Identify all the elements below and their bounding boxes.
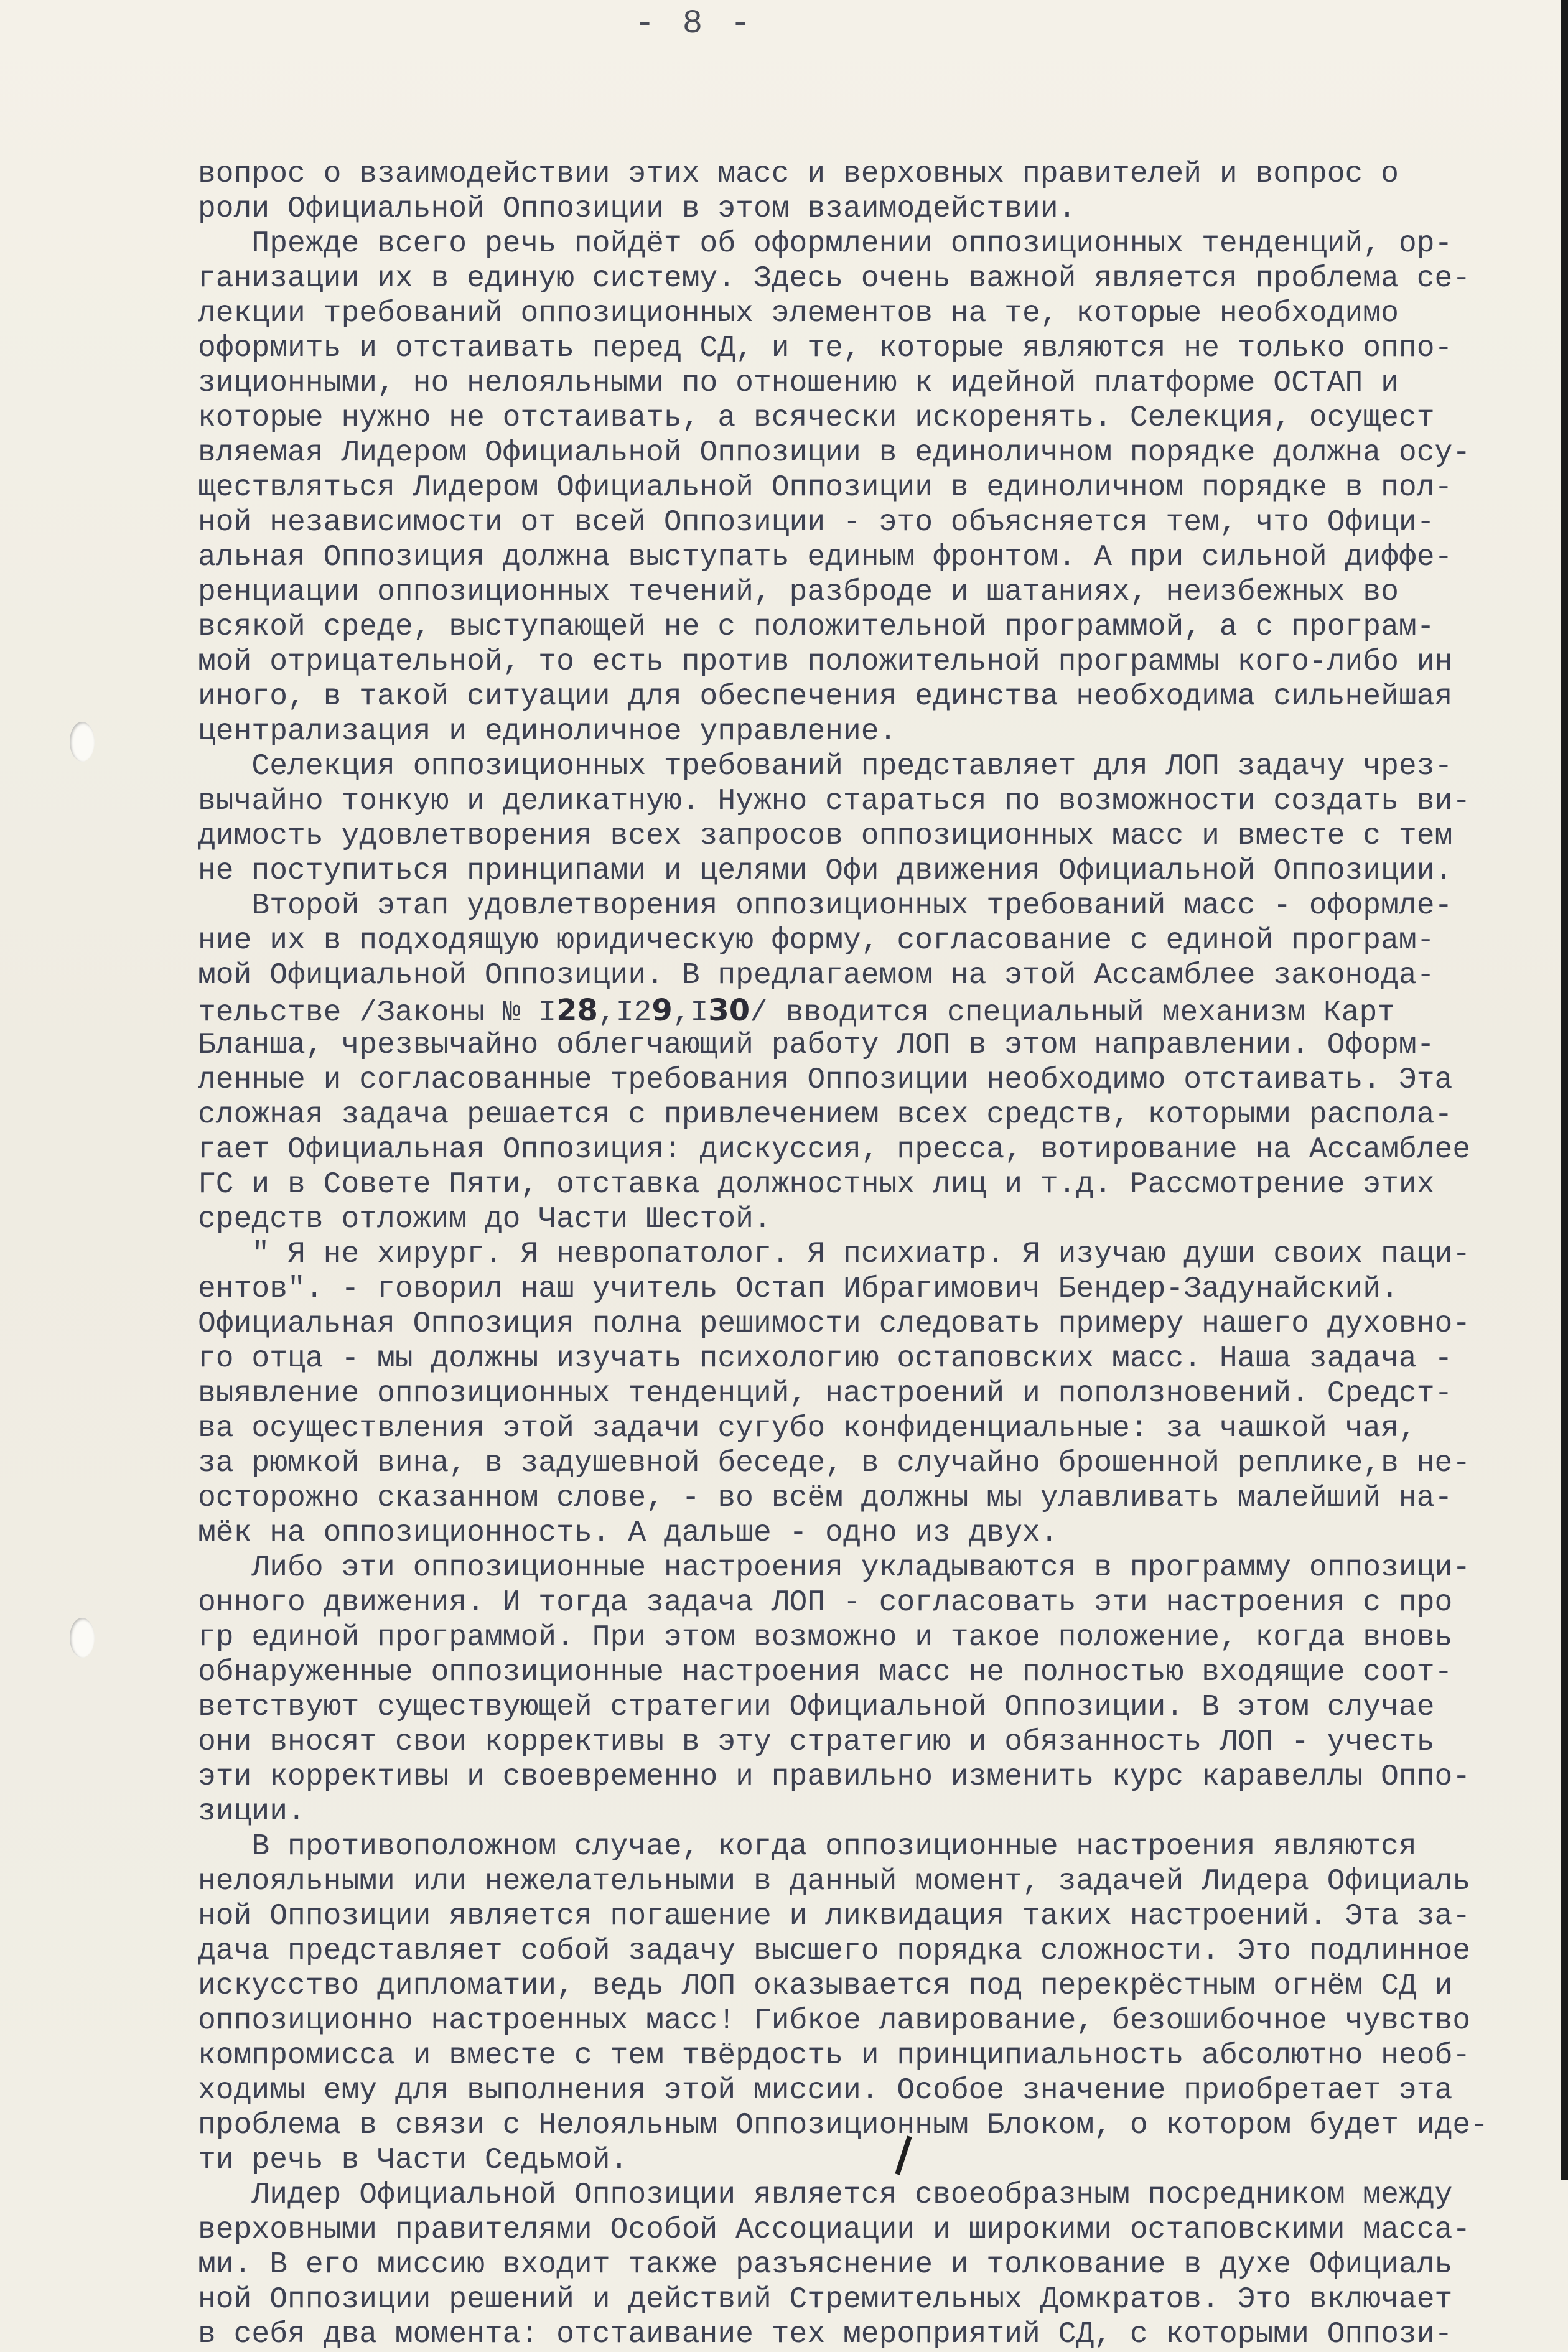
- law-separator: ,I: [672, 996, 709, 1030]
- text-line: ной Оппозиции является погашение и ликвидация таких настроений. Эта за-: [198, 1900, 1471, 1933]
- text-line: проблема в связи с Нелояльным Оппозиционным Блоком, о котором будет иде-: [198, 2109, 1488, 2142]
- text-line: Либо эти оппозиционные настроения укладываются в программу оппозици-: [198, 1551, 1471, 1585]
- handwritten-number: 28: [556, 993, 598, 1028]
- text-line: ной Оппозиции решений и действий Стремительных Домкратов. Это включает: [198, 2283, 1453, 2317]
- text-line: вычайно тонкую и деликатную. Нужно стараться по возможности создать ви-: [198, 785, 1471, 818]
- text-line: выявление оппозиционных тенденций, настроений и поползновений. Средст-: [198, 1377, 1453, 1411]
- text-line: Прежде всего речь пойдёт об оформлении оппозиционных тенденций, ор-: [198, 227, 1453, 261]
- law-separator: ,I2: [597, 996, 652, 1030]
- text-line: В противоположном случае, когда оппозиционные настроения являются: [198, 1830, 1417, 1864]
- text-line: оформить и отстаивать перед СД, и те, которые являются не только оппо-: [198, 332, 1453, 365]
- text-line: Селекция оппозиционных требований представляет для ЛОП задачу чрез-: [198, 750, 1453, 783]
- text-line: " Я не хирург. Я невропатолог. Я психиатр. Я изучаю души своих паци-: [198, 1238, 1471, 1271]
- text-line: димость удовлетворения всех запросов оппозиционных масс и вместе с тем: [198, 819, 1453, 853]
- text-line: ветствуют существующей стратегии Официальной Оппозиции. В этом случае: [198, 1691, 1435, 1724]
- text-line: ГС и в Совете Пяти, отставка должностных лиц и т.д. Рассмотрение этих: [198, 1168, 1435, 1202]
- text-line: роли Официальной Оппозиции в этом взаимодействии.: [198, 192, 1076, 226]
- text-line: в себя два момента: отстаивание тех мероприятий СД, с которыми Оппози-: [198, 2318, 1453, 2351]
- text-line: не поступиться принципами и целями Офи движения Официальной Оппозиции.: [198, 854, 1453, 888]
- text-line: осторожно сказанном слове, - во всём должны мы улавливать малейший на-: [198, 1482, 1453, 1515]
- text-line: за рюмкой вина, в задушевной беседе, в случайно брошенной реплике,в не-: [198, 1447, 1471, 1480]
- text-line: ленные и согласованные требования Оппозиции необходимо отстаивать. Эта: [198, 1063, 1453, 1097]
- text-line: ществляться Лидером Официальной Оппозиции в единоличном порядке в пол-: [198, 471, 1453, 505]
- text-line: средств отложим до Части Шестой.: [198, 1203, 772, 1236]
- text-line: мой отрицательной, то есть против положительной программы кого-либо ин: [198, 645, 1453, 679]
- text-line: вопрос о взаимодействии этих масс и верховных правителей и вопрос о: [198, 157, 1399, 191]
- text-line: централизация и единоличное управление.: [198, 715, 897, 749]
- text-line: обнаруженные оппозиционные настроения масс не полностью входящие соот-: [198, 1656, 1453, 1689]
- punch-hole: [70, 722, 95, 762]
- law-reference-line: [198, 993, 1542, 1028]
- text-line: гр единой программой. При этом возможно и такое положение, когда вновь: [198, 1621, 1453, 1654]
- text-line: ентов". - говорил наш учитель Остап Ибрагимович Бендер-Задунайский.: [198, 1272, 1399, 1306]
- text-line: вляемая Лидером Официальной Оппозиции в единоличном порядке должна осу-: [198, 436, 1471, 470]
- text-line: ва осуществления этой задачи сугубо конфиденциальные: за чашкой чая,: [198, 1412, 1417, 1445]
- text-line: ходимы ему для выполнения этой миссии. Особое значение приобретает эта: [198, 2074, 1453, 2107]
- text-line: мой Официальной Оппозиции. В предлагаемом на этой Ассамблее законода-: [198, 959, 1435, 992]
- typewritten-text: [198, 157, 1542, 2352]
- text-line: всякой среде, выступающей не с положительной программой, а с програм-: [198, 610, 1435, 644]
- text-line: иного, в такой ситуации для обеспечения единства необходима сильнейшая: [198, 680, 1453, 714]
- text-line: зиции.: [198, 1795, 306, 1829]
- text-line: альная Оппозиция должна выступать единым фронтом. А при сильной диффе-: [198, 541, 1453, 574]
- punch-hole: [70, 1618, 95, 1658]
- text-line: Официальная Оппозиция полна решимости следовать примеру нашего духовно-: [198, 1307, 1471, 1341]
- text-line: ти речь в Части Седьмой.: [198, 2144, 628, 2177]
- text-line: дача представляет собой задачу высшего порядка сложности. Это подлинное: [198, 1934, 1471, 1968]
- text-line: гает Официальная Оппозиция: дискуссия, пресса, вотирование на Ассамблее: [198, 1133, 1471, 1167]
- text-line: верховными правителями Особой Ассоциации и широкими остаповскими масса-: [198, 2213, 1471, 2247]
- text-line: ной независимости от всей Оппозиции - это объясняется тем, что Офици-: [198, 506, 1435, 539]
- text-line: ние их в подходящую юридическую форму, согласование с единой програм-: [198, 924, 1435, 958]
- text-line: оппозиционно настроенных масс! Гибкое лавирование, безошибочное чувство: [198, 2004, 1471, 2038]
- handwritten-number: 9: [651, 993, 673, 1028]
- text-line: лекции требований оппозиционных элементов на те, которые необходимо: [198, 297, 1399, 330]
- page-number: - 8 -: [635, 5, 755, 43]
- text-line: компромисса и вместе с тем твёрдость и принципиальность абсолютно необ-: [198, 2039, 1471, 2073]
- text-line: ренциации оппозиционных течений, разброде и шатаниях, неизбежных во: [198, 576, 1399, 609]
- text-line: ганизации их в единую систему. Здесь очень важной является проблема се-: [198, 262, 1471, 296]
- text-line: ми. В его миссию входит также разъяснение и толкование в духе Официаль: [198, 2248, 1453, 2282]
- text-line: мёк на оппозиционность. А дальше - одно из двух.: [198, 1516, 1058, 1550]
- text-line: зиционными, но нелояльными по отношению к идейной платформе ОСТАП и: [198, 366, 1399, 400]
- handwritten-number: 30: [708, 993, 750, 1028]
- text-line: нелояльными или нежелательными в данный момент, задачей Лидера Официаль: [198, 1865, 1471, 1898]
- text-line: которые нужно не отстаивать, а всячески искоренять. Селекция, осущест: [198, 401, 1435, 435]
- text-line: эти коррективы и своевременно и правильно изменить курс каравеллы Оппо-: [198, 1760, 1471, 1794]
- text-line: искусство дипломатии, ведь ЛОП оказывается под перекрёстным огнём СД и: [198, 1969, 1453, 2003]
- law-line-end: / вводится специальный механизм Карт: [750, 996, 1396, 1030]
- text-line: го отца - мы должны изучать психологию остаповских масс. Наша задача -: [198, 1342, 1453, 1376]
- text-line: Второй этап удовлетворения оппозиционных требований масс - оформле-: [198, 889, 1453, 923]
- law-line-start: тельстве /Законы № I: [198, 996, 557, 1030]
- text-line: Бланша, чрезвычайно облегчающий работу ЛОП в этом направлении. Оформ-: [198, 1029, 1435, 1062]
- text-line: онного движения. И тогда задача ЛОП - согласовать эти настроения с про: [198, 1586, 1453, 1620]
- text-line: Лидер Официальной Оппозиции является своеобразным посредником между: [198, 2178, 1453, 2212]
- text-line: сложная задача решается с привлечением всех средств, которыми распола-: [198, 1098, 1453, 1132]
- text-line: они вносят свои коррективы в эту стратегию и обязанность ЛОП - учесть: [198, 1725, 1435, 1759]
- scan-edge: [1561, 0, 1568, 2180]
